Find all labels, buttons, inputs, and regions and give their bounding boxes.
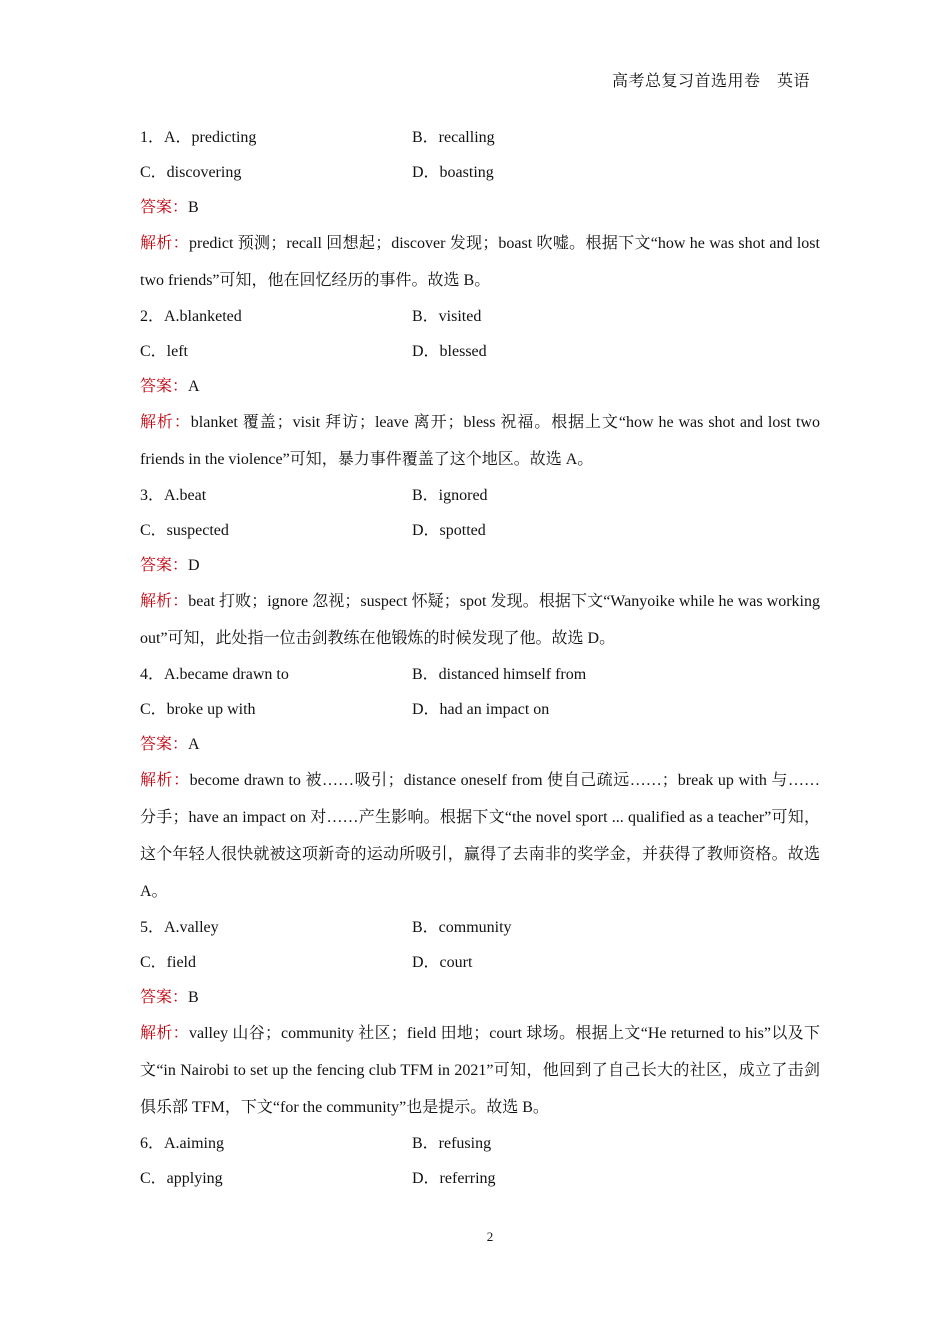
options-row [140, 1161, 820, 1196]
analysis-text: beat 打败；ignore 忽视；suspect 怀疑；spot 发现。根据下文“Wanyoike while he was working out”可知，此处指一位击剑教练在他锻炼的时候发现了他。故选 D。 [140, 593, 820, 647]
options-row [140, 513, 820, 548]
option-a: 2．A.blanketed [140, 308, 242, 325]
answer-value: A [188, 736, 200, 753]
option-b: B．recalling [412, 129, 495, 146]
page-header: 高考总复习首选用卷 英语 [611, 73, 810, 90]
question-block [140, 299, 820, 478]
option-c: C．applying [140, 1170, 223, 1187]
option-a: 4．A.became drawn to [140, 666, 289, 683]
analysis-paragraph [140, 583, 820, 657]
question-block [140, 478, 820, 657]
options-row [140, 692, 820, 727]
option-b: B．visited [412, 308, 482, 325]
answer-line [140, 727, 820, 762]
answer-line [140, 980, 820, 1015]
option-d: D．boasting [412, 164, 494, 181]
options-row [140, 299, 820, 334]
options-row [140, 120, 820, 155]
option-d: D．had an impact on [412, 701, 550, 718]
analysis-text: become drawn to 被……吸引；distance oneself from 使自己疏远……；break up with 与……分手；have an impact on 对……产生影响。根据下文“the novel sport ... qualified as a teacher”可知，这个年轻人很快就被这项新奇的运动所吸引，赢得了去南非的奖学金，并获得了教师资格。故选 A。 [140, 772, 820, 900]
answer-value: D [188, 557, 200, 574]
answer-value: A [188, 378, 200, 395]
option-b: B．community [412, 919, 512, 936]
option-d: D．referring [412, 1170, 496, 1187]
option-a: 6．A.aiming [140, 1135, 224, 1152]
options-row [140, 334, 820, 369]
options-row [140, 1126, 820, 1161]
answer-label: 答案： [140, 557, 189, 574]
option-b: B．refusing [412, 1135, 492, 1152]
analysis-paragraph [140, 1015, 820, 1126]
option-d: D．spotted [412, 522, 486, 539]
analysis-label: 解析： [140, 235, 189, 252]
analysis-text: blanket 覆盖；visit 拜访；leave 离开；bless 祝福。根据上文“how he was shot and lost two friends in the violence”可知，暴力事件覆盖了这个地区。故选 A。 [140, 414, 820, 468]
option-c: C．suspected [140, 522, 229, 539]
analysis-label: 解析： [140, 593, 189, 610]
option-a: 3．A.beat [140, 487, 207, 504]
option-c: C．left [140, 343, 188, 360]
options-row [140, 478, 820, 513]
analysis-text: predict 预测；recall 回想起；discover 发现；boast 吹嘘。根据下文“how he was shot and lost two friends”可知，他在回忆经历的事件。故选 B。 [140, 235, 820, 289]
option-d: D．blessed [412, 343, 487, 360]
option-b: B．distanced himself from [412, 666, 587, 683]
options-row [140, 945, 820, 980]
option-c: C．field [140, 954, 196, 971]
analysis-label: 解析： [140, 414, 191, 431]
analysis-label: 解析： [140, 772, 190, 789]
options-row [140, 657, 820, 692]
option-c: C．broke up with [140, 701, 256, 718]
question-block [140, 657, 820, 910]
answer-line [140, 548, 820, 583]
analysis-paragraph [140, 225, 820, 299]
answer-label: 答案： [140, 378, 189, 395]
options-row [140, 155, 820, 190]
answer-line [140, 369, 820, 404]
analysis-text: valley 山谷；community 社区；field 田地；court 球场。根据上文“He returned to his”以及下文“in Nairobi to set up the fencing club TFM in 2021”可知，他回到了自己长大的社区，成立了击剑俱乐部 TFM，下文“for the community”也是提示。故选 B。 [140, 1025, 820, 1116]
page-number: 2 [486, 1229, 494, 1244]
options-row [140, 910, 820, 945]
answer-label: 答案： [140, 199, 189, 216]
option-c: C．discovering [140, 164, 242, 181]
question-block [140, 120, 820, 299]
option-a: 1．A．predicting [140, 129, 257, 146]
question-block [140, 910, 820, 1126]
question-block [140, 1126, 820, 1196]
analysis-paragraph [140, 762, 820, 910]
option-d: D．court [412, 954, 473, 971]
answer-label: 答案： [140, 736, 189, 753]
option-a: 5．A.valley [140, 919, 219, 936]
analysis-label: 解析： [140, 1025, 189, 1042]
answer-label: 答案： [140, 989, 189, 1006]
analysis-paragraph [140, 404, 820, 478]
answer-value: B [188, 199, 199, 216]
option-b: B．ignored [412, 487, 488, 504]
answer-value: B [188, 989, 199, 1006]
answer-line [140, 190, 820, 225]
question-list [140, 120, 820, 1196]
